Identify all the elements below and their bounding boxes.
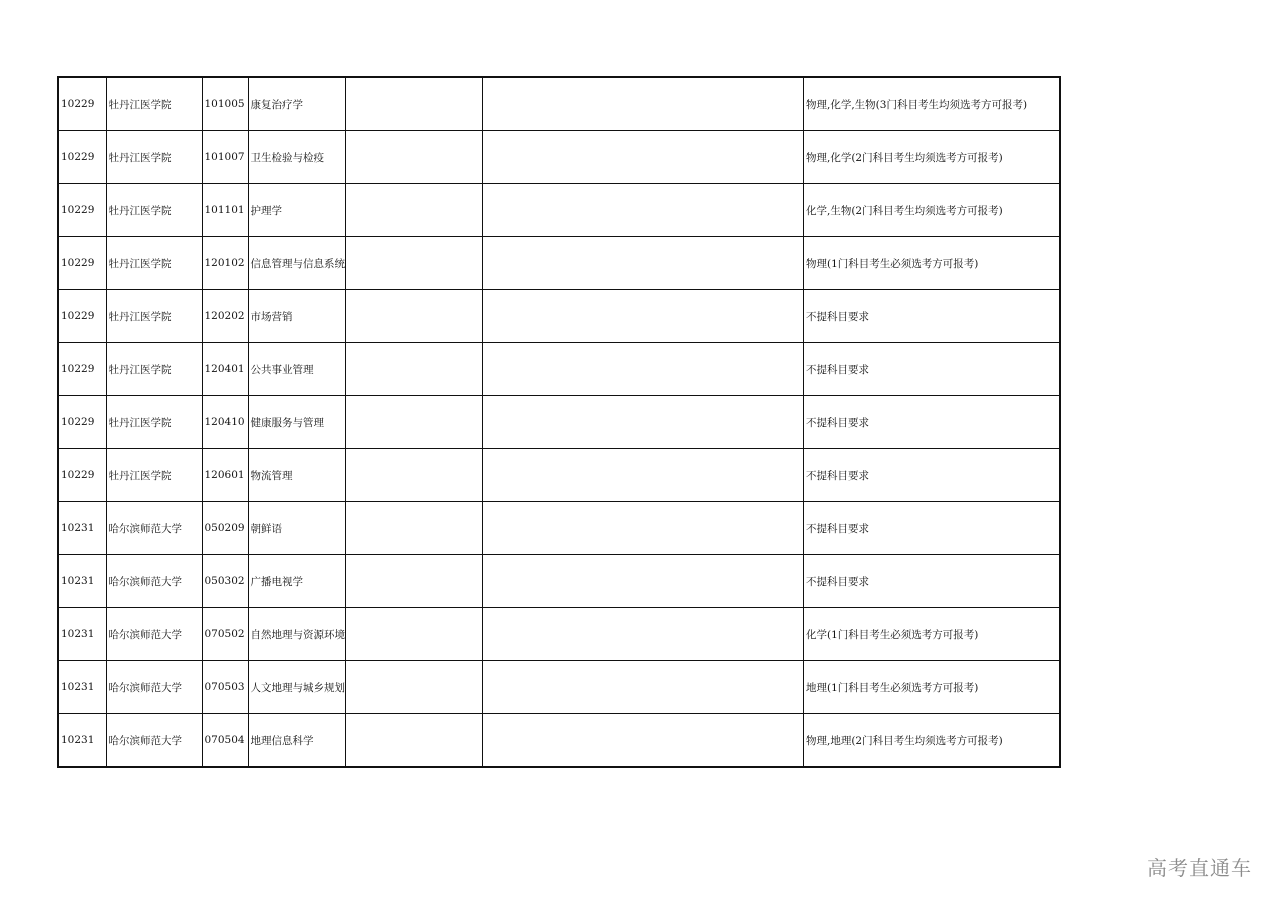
- empty-cell: [346, 184, 483, 237]
- empty-cell: [346, 608, 483, 661]
- watermark: 高考直通车: [1147, 856, 1252, 880]
- major-code-cell: 120202: [202, 290, 248, 343]
- table-row: [58, 608, 1060, 661]
- school-code-cell: 10229: [58, 237, 106, 290]
- school-code-cell: 10229: [58, 290, 106, 343]
- empty-cell: [483, 661, 804, 714]
- major-name-cell: 健康服务与管理: [248, 396, 346, 449]
- empty-cell: [483, 131, 804, 184]
- empty-cell: [346, 449, 483, 502]
- empty-cell: [483, 714, 804, 768]
- major-code-cell: 101005: [202, 77, 248, 131]
- major-code-cell: 120410: [202, 396, 248, 449]
- empty-cell: [483, 77, 804, 131]
- school-code-cell: 10229: [58, 184, 106, 237]
- major-name-cell: 人文地理与城乡规划: [248, 661, 346, 714]
- subject-requirement-cell: 化学(1门科目考生必须选考方可报考): [804, 608, 1060, 661]
- table-row: [58, 184, 1060, 237]
- empty-cell: [346, 343, 483, 396]
- table-row: [58, 502, 1060, 555]
- subject-requirement-cell: 物理(1门科目考生必须选考方可报考): [804, 237, 1060, 290]
- empty-cell: [483, 502, 804, 555]
- major-name-cell: 地理信息科学: [248, 714, 346, 768]
- school-name-cell: 牡丹江医学院: [106, 184, 202, 237]
- table-row: [58, 343, 1060, 396]
- major-code-cell: 120401: [202, 343, 248, 396]
- major-name-cell: 康复治疗学: [248, 77, 346, 131]
- empty-cell: [346, 237, 483, 290]
- empty-cell: [346, 290, 483, 343]
- school-code-cell: 10229: [58, 131, 106, 184]
- major-name-cell: 广播电视学: [248, 555, 346, 608]
- subject-requirement-cell: 不提科目要求: [804, 449, 1060, 502]
- subject-requirement-cell: 物理,化学,生物(3门科目考生均须选考方可报考): [804, 77, 1060, 131]
- empty-cell: [346, 555, 483, 608]
- school-name-cell: 牡丹江医学院: [106, 131, 202, 184]
- major-name-cell: 护理学: [248, 184, 346, 237]
- subject-requirement-cell: 不提科目要求: [804, 396, 1060, 449]
- subject-requirement-cell: 不提科目要求: [804, 290, 1060, 343]
- major-code-cell: 101101: [202, 184, 248, 237]
- table-row: [58, 290, 1060, 343]
- school-code-cell: 10231: [58, 555, 106, 608]
- school-code-cell: 10231: [58, 502, 106, 555]
- major-code-cell: 120102: [202, 237, 248, 290]
- subject-requirement-cell: 不提科目要求: [804, 343, 1060, 396]
- major-name-cell: 卫生检验与检疫: [248, 131, 346, 184]
- table-row: [58, 396, 1060, 449]
- empty-cell: [483, 184, 804, 237]
- empty-cell: [346, 396, 483, 449]
- subject-requirement-cell: 地理(1门科目考生必须选考方可报考): [804, 661, 1060, 714]
- major-name-cell: 朝鲜语: [248, 502, 346, 555]
- empty-cell: [346, 502, 483, 555]
- major-code-cell: 120601: [202, 449, 248, 502]
- empty-cell: [483, 343, 804, 396]
- major-name-cell: 信息管理与信息系统: [248, 237, 346, 290]
- major-code-cell: 070502: [202, 608, 248, 661]
- empty-cell: [483, 449, 804, 502]
- subject-requirement-cell: 化学,生物(2门科目考生均须选考方可报考): [804, 184, 1060, 237]
- table-row: [58, 77, 1060, 131]
- school-code-cell: 10231: [58, 714, 106, 768]
- table-row: [58, 661, 1060, 714]
- major-code-cell: 050209: [202, 502, 248, 555]
- table-row: [58, 449, 1060, 502]
- major-code-cell: 070504: [202, 714, 248, 768]
- school-name-cell: 哈尔滨师范大学: [106, 502, 202, 555]
- empty-cell: [483, 396, 804, 449]
- school-name-cell: 哈尔滨师范大学: [106, 608, 202, 661]
- subject-requirement-cell: 不提科目要求: [804, 555, 1060, 608]
- major-code-cell: 050302: [202, 555, 248, 608]
- empty-cell: [483, 555, 804, 608]
- school-code-cell: 10231: [58, 661, 106, 714]
- major-name-cell: 公共事业管理: [248, 343, 346, 396]
- major-code-cell: 101007: [202, 131, 248, 184]
- school-code-cell: 10229: [58, 396, 106, 449]
- school-code-cell: 10231: [58, 608, 106, 661]
- school-code-cell: 10229: [58, 77, 106, 131]
- subject-requirement-cell: 不提科目要求: [804, 502, 1060, 555]
- table-row: [58, 237, 1060, 290]
- table-body: [58, 77, 1060, 767]
- school-name-cell: 牡丹江医学院: [106, 290, 202, 343]
- empty-cell: [346, 661, 483, 714]
- school-name-cell: 哈尔滨师范大学: [106, 661, 202, 714]
- major-name-cell: 自然地理与资源环境: [248, 608, 346, 661]
- school-name-cell: 牡丹江医学院: [106, 237, 202, 290]
- school-name-cell: 牡丹江医学院: [106, 77, 202, 131]
- empty-cell: [346, 77, 483, 131]
- empty-cell: [483, 290, 804, 343]
- school-name-cell: 哈尔滨师范大学: [106, 555, 202, 608]
- table-row: [58, 131, 1060, 184]
- empty-cell: [483, 237, 804, 290]
- major-code-cell: 070503: [202, 661, 248, 714]
- empty-cell: [346, 714, 483, 768]
- major-name-cell: 物流管理: [248, 449, 346, 502]
- empty-cell: [483, 608, 804, 661]
- table-row: [58, 714, 1060, 768]
- table-row: [58, 555, 1060, 608]
- school-name-cell: 哈尔滨师范大学: [106, 714, 202, 768]
- school-code-cell: 10229: [58, 343, 106, 396]
- school-name-cell: 牡丹江医学院: [106, 396, 202, 449]
- school-code-cell: 10229: [58, 449, 106, 502]
- major-name-cell: 市场营销: [248, 290, 346, 343]
- subject-requirement-cell: 物理,化学(2门科目考生均须选考方可报考): [804, 131, 1060, 184]
- subject-requirement-cell: 物理,地理(2门科目考生均须选考方可报考): [804, 714, 1060, 768]
- school-name-cell: 牡丹江医学院: [106, 449, 202, 502]
- empty-cell: [346, 131, 483, 184]
- subject-requirements-table: [57, 76, 1061, 768]
- school-name-cell: 牡丹江医学院: [106, 343, 202, 396]
